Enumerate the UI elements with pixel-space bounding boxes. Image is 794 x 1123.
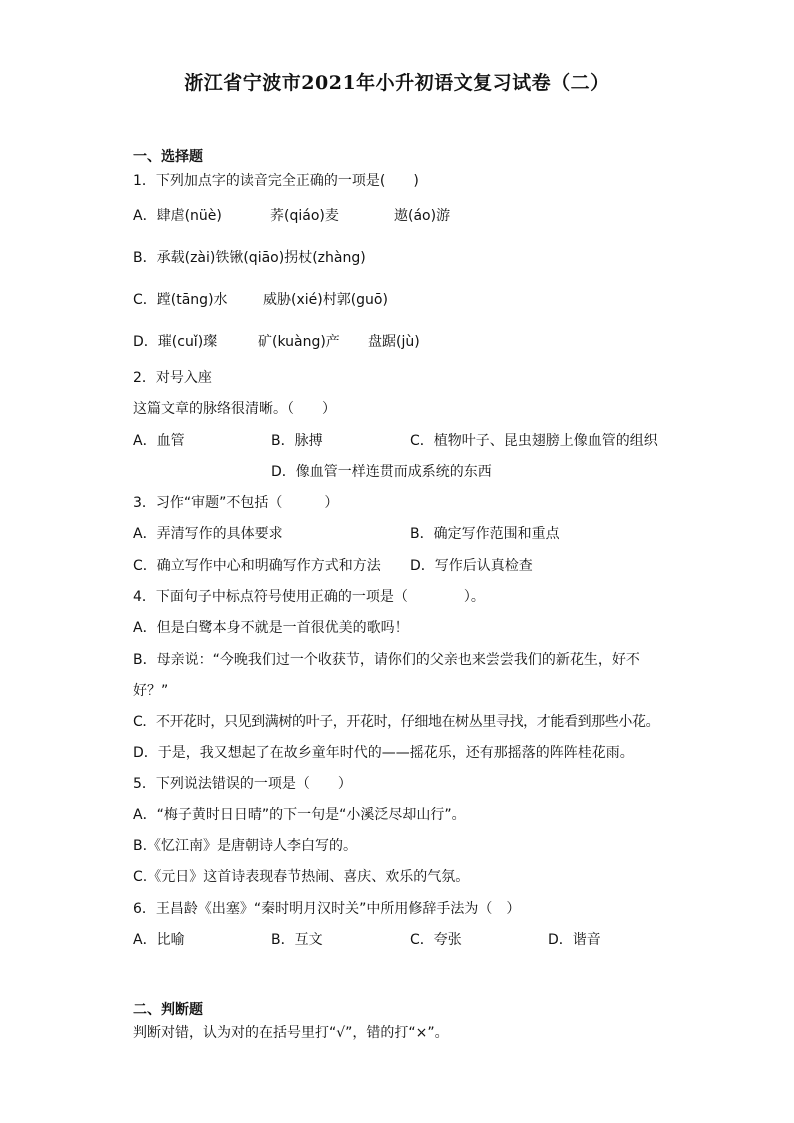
q1-option-a-1: A．肆虐(nüè) bbox=[133, 208, 222, 224]
section-heading-judgement: 二、判断题 bbox=[133, 1002, 203, 1018]
q4-option-b-line-2: 好？” bbox=[133, 683, 169, 699]
question-2-sentence: 这篇文章的脉络很清晰。（ ） bbox=[133, 401, 336, 417]
question-1-stem: 1．下列加点字的读音完全正确的一项是( ) bbox=[133, 173, 419, 189]
q3-option-d: D．写作后认真检查 bbox=[410, 558, 533, 574]
q6-option-b: B．互文 bbox=[271, 932, 323, 948]
q1-option-c-2: 威胁(xié)村郭(guō) bbox=[263, 292, 388, 308]
section-heading-choice: 一、选择题 bbox=[133, 149, 203, 165]
question-2-stem: 2．对号入座 bbox=[133, 370, 212, 386]
q2-option-c: C．植物叶子、昆虫翅膀上像血管的组织 bbox=[410, 433, 658, 449]
q1-option-b: B．承载(zài)铁锹(qiāo)拐杖(zhàng) bbox=[133, 250, 366, 266]
question-6-stem: 6．王昌龄《出塞》“秦时明月汉时关”中所用修辞手法为（ ） bbox=[133, 901, 521, 917]
q3-option-c: C．确立写作中心和明确写作方式和方法 bbox=[133, 558, 381, 574]
q3-option-b: B．确定写作范围和重点 bbox=[410, 526, 560, 542]
q4-option-d: D．于是，我又想起了在故乡童年时代的——摇花乐，还有那摇落的阵阵桂花雨。 bbox=[133, 745, 634, 761]
q1-option-a-2: 荞(qiáo)麦 bbox=[270, 208, 339, 224]
q4-option-b-line-1: B．母亲说：“今晚我们过一个收获节，请你们的父亲也来尝尝我们的新花生，好不 bbox=[133, 652, 640, 668]
q2-option-d: D．像血管一样连贯而成系统的东西 bbox=[271, 464, 492, 480]
question-3-stem: 3．习作“审题”不包括（ ） bbox=[133, 495, 339, 511]
q1-option-c-1: C．蹚(tāng)水 bbox=[133, 292, 228, 308]
q5-option-b: B.《忆江南》是唐朝诗人李白写的。 bbox=[133, 838, 358, 854]
page-title: 浙江省宁波市2021年小升初语文复习试卷（二） bbox=[184, 72, 610, 94]
q1-option-a-3: 遨(áo)游 bbox=[394, 208, 451, 224]
q1-option-d-3: 盘踞(jù) bbox=[368, 334, 420, 350]
q4-option-a: A．但是白鹭本身不就是一首很优美的歌吗！ bbox=[133, 620, 409, 636]
q1-option-d-2: 矿(kuàng)产 bbox=[258, 334, 340, 350]
q1-option-d-1: D．璀(cuǐ)璨 bbox=[133, 334, 218, 350]
q6-option-d: D．谐音 bbox=[548, 932, 601, 948]
q4-option-c: C．不开花时，只见到满树的叶子，开花时，仔细地在树丛里寻找，才能看到那些小花。 bbox=[133, 714, 660, 730]
q3-option-a: A．弄清写作的具体要求 bbox=[133, 526, 283, 542]
question-5-stem: 5．下列说法错误的一项是（ ） bbox=[133, 776, 352, 792]
q5-option-c: C.《元日》这首诗表现春节热闹、喜庆、欢乐的气氛。 bbox=[133, 869, 470, 885]
q2-option-b: B．脉搏 bbox=[271, 433, 323, 449]
q6-option-a: A．比喻 bbox=[133, 932, 185, 948]
section-2-instruction: 判断对错，认为对的在括号里打“√”，错的打“×”。 bbox=[133, 1025, 449, 1041]
q2-option-a: A．血管 bbox=[133, 433, 185, 449]
q6-option-c: C．夸张 bbox=[410, 932, 462, 948]
q5-option-a: A．“梅子黄时日日晴”的下一句是“小溪泛尽却山行”。 bbox=[133, 807, 466, 823]
question-4-stem: 4．下面句子中标点符号使用正确的一项是（ ）。 bbox=[133, 589, 485, 605]
